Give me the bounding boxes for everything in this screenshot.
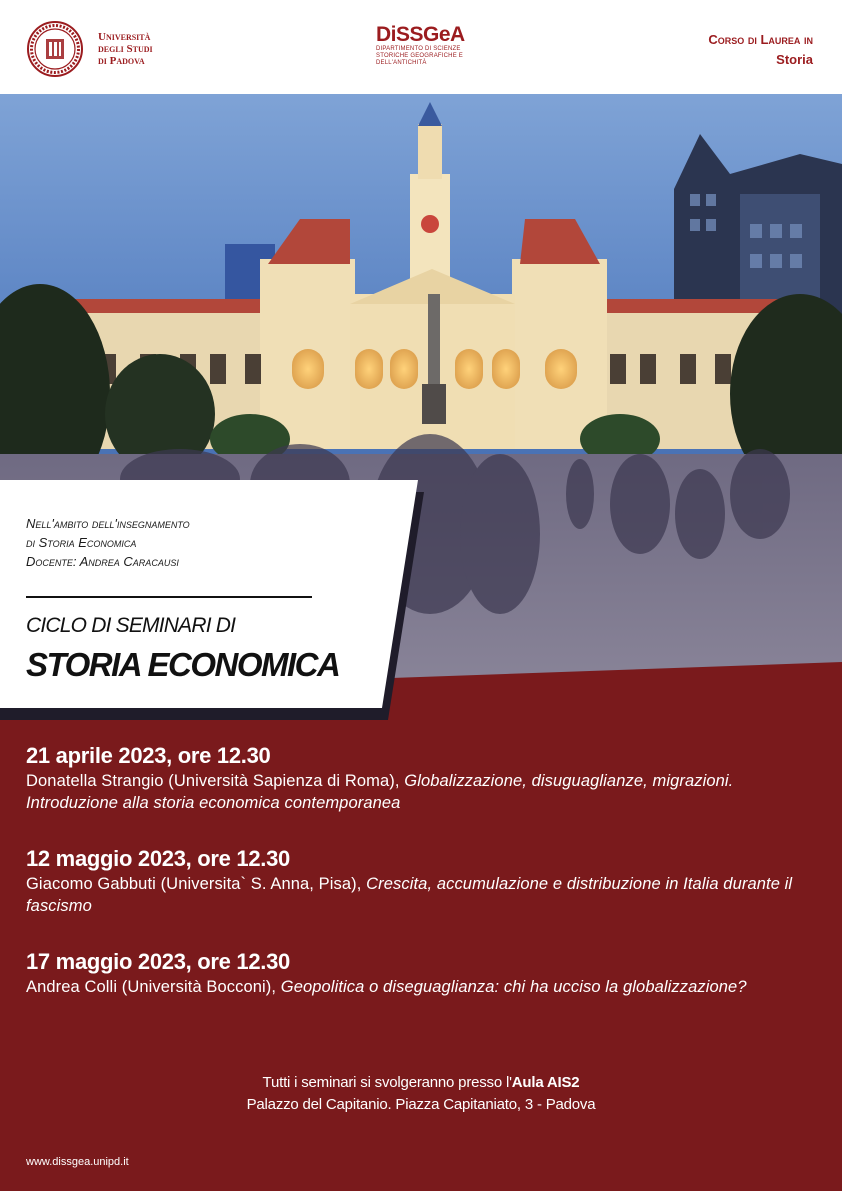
seminar-description xyxy=(26,873,816,917)
title-divider xyxy=(26,596,312,598)
seminar-item xyxy=(26,845,816,917)
university-name-line2: degli Studi xyxy=(98,43,153,55)
seminar-date: 12 maggio 2023, ore 12.30 xyxy=(26,846,290,871)
seminar-title: Geopolitica o diseguaglianza: chi ha ucciso la globalizzazione? xyxy=(280,978,747,996)
university-name-line1: Università xyxy=(98,31,151,43)
seminar-description xyxy=(26,770,816,814)
series-title: STORIA ECONOMICA xyxy=(26,646,340,683)
seminar-speaker: Donatella Strangio (Università Sapienza di Roma), xyxy=(26,772,405,790)
venue-info xyxy=(0,1072,842,1116)
seminar-description xyxy=(26,976,816,998)
lecturer-line: Docente: Andrea Caracausi xyxy=(26,554,179,569)
seminar-date: 17 maggio 2023, ore 12.30 xyxy=(26,949,290,974)
course-name-line: di Storia Economica xyxy=(26,535,137,550)
venue-prefix: Tutti i seminari si svolgeranno presso l' xyxy=(262,1074,512,1091)
seminar-speaker: Giacomo Gabbuti (Universita` S. Anna, Pisa), xyxy=(26,875,367,893)
seminar-list xyxy=(26,742,816,1029)
course-context-line: Nell'ambito dell'insegnamento xyxy=(26,516,190,531)
venue-line xyxy=(0,1072,842,1094)
department-subtitle: DIPARTIMENTO DI SCIENZE STORICHE GEOGRAFICHE E DELL'ANTICHITÀ xyxy=(376,46,463,66)
seminar-item xyxy=(26,742,816,814)
seminar-title: Crescita, accumulazione e distribuzione in Italia durante il fascismo xyxy=(26,875,793,915)
venue-room: Aula AIS2 xyxy=(511,1074,580,1091)
seminar-date: 21 aprile 2023, ore 12.30 xyxy=(26,743,271,768)
series-subtitle: CICLO DI SEMINARI DI xyxy=(26,614,236,637)
seminar-title: Globalizzazione, disuguaglianze, migrazioni. Introduzione alla storia economica contemporanea xyxy=(26,772,734,812)
degree-course-name: Storia xyxy=(776,52,813,67)
seminar-speaker: Andrea Colli (Università Bocconi), xyxy=(26,978,281,996)
course-info xyxy=(26,514,386,571)
website-link[interactable]: www.dissgea.unipd.it xyxy=(26,1156,129,1168)
seminar-item xyxy=(26,948,816,998)
degree-course-label: Corso di Laurea in xyxy=(708,32,813,47)
department-logo-text: DiSSGeA xyxy=(376,23,465,46)
university-name-line3: di Padova xyxy=(98,55,145,67)
venue-address: Palazzo del Capitanio. Piazza Capitaniato, 3 - Padova xyxy=(246,1096,596,1113)
